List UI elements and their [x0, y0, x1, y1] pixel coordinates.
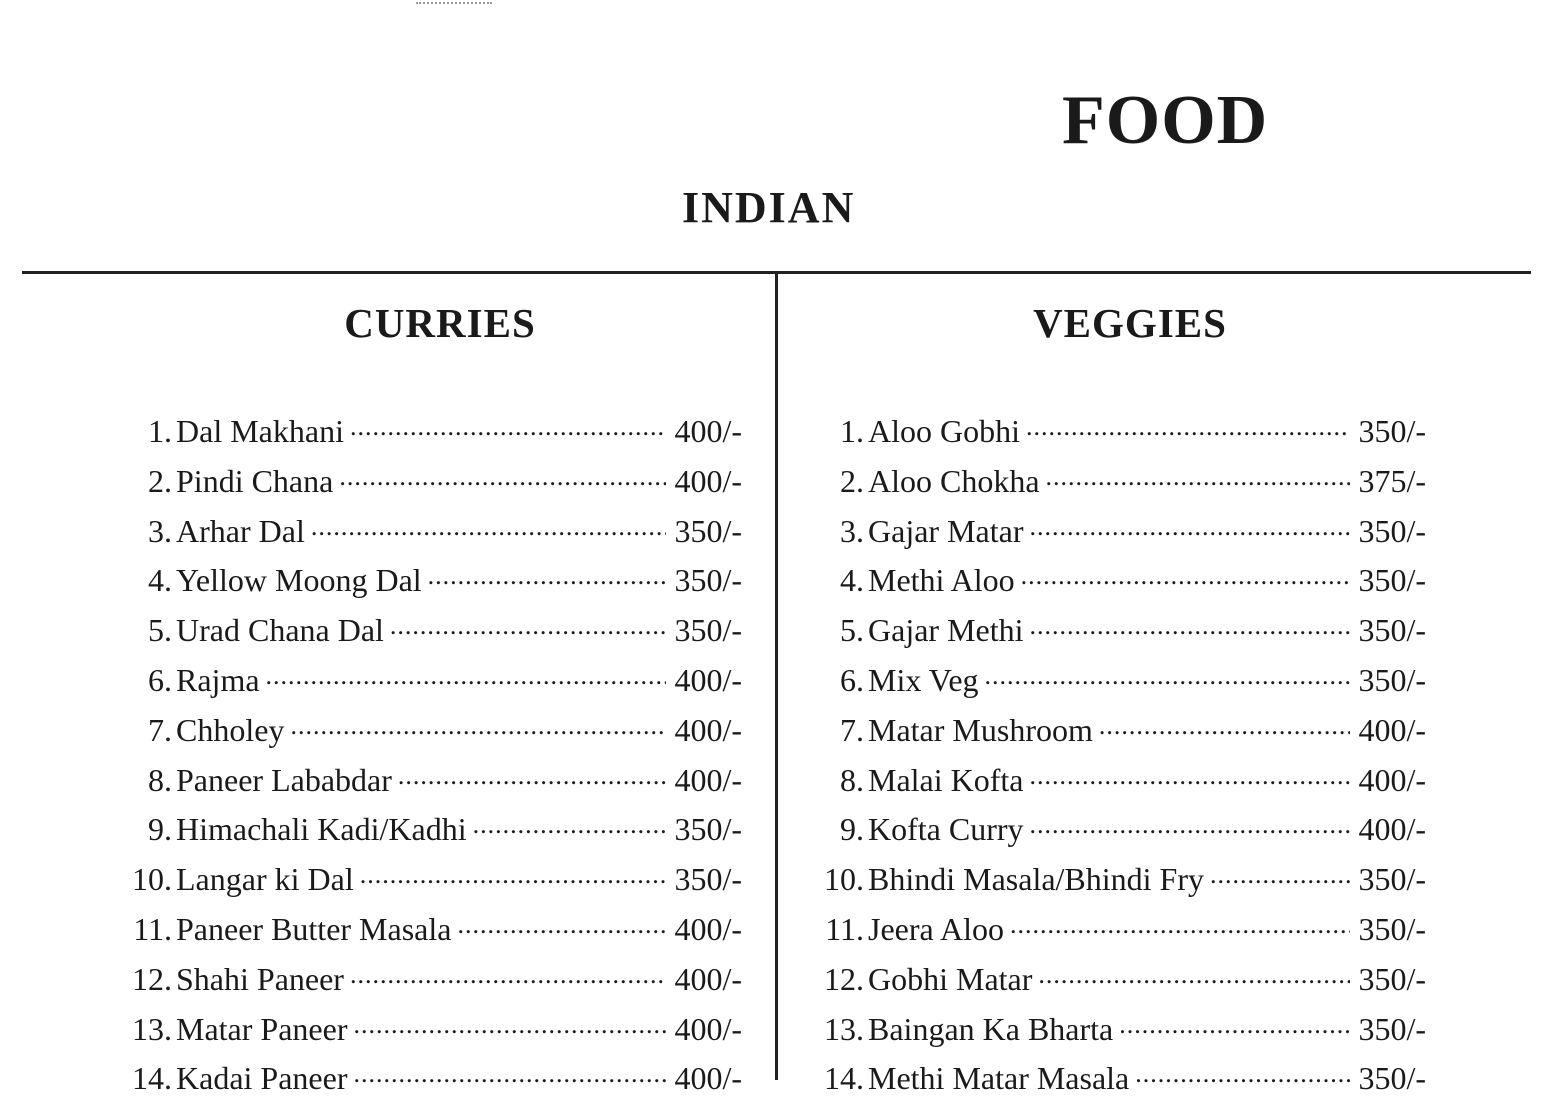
- item-name: Baingan Ka Bharta: [868, 1010, 1114, 1047]
- dot-leader: [1026, 410, 1350, 442]
- top-edge-mark: [416, 0, 492, 4]
- item-number: 6.: [840, 661, 864, 698]
- dot-leader: [1046, 460, 1351, 492]
- menu-item: [120, 1008, 742, 1058]
- menu-item: [812, 1008, 1426, 1058]
- item-number: 14.: [132, 1060, 172, 1097]
- item-name: Aloo Gobhi: [868, 413, 1020, 449]
- dot-leader: [1099, 709, 1351, 741]
- item-name: Matar Mushroom: [868, 711, 1093, 748]
- item-number: 12.: [824, 960, 864, 997]
- item-price: 400/-: [1358, 811, 1426, 848]
- menu-item: [812, 808, 1426, 858]
- dot-leader: [1210, 858, 1350, 890]
- curries-heading: CURRIES: [344, 300, 536, 346]
- item-number: 11.: [825, 910, 864, 947]
- dot-leader: [1030, 808, 1351, 840]
- item-number: 12.: [132, 960, 172, 997]
- item-price: 400/-: [674, 910, 742, 947]
- item-price: 350/-: [1358, 861, 1426, 898]
- item-number: 7.: [840, 711, 864, 748]
- dot-leader: [350, 410, 667, 442]
- item-price: 350/-: [674, 512, 742, 549]
- dot-leader: [1038, 958, 1350, 990]
- item-name: Matar Paneer: [176, 1010, 348, 1047]
- section-title: INDIAN: [682, 183, 856, 232]
- vertical-divider: [775, 272, 778, 1080]
- item-price: 350/-: [674, 562, 742, 599]
- menu-item: [812, 659, 1426, 709]
- dot-leader: [398, 759, 667, 791]
- item-number: 8.: [148, 761, 172, 798]
- item-name: Aloo Chokha: [868, 462, 1040, 499]
- dot-leader: [473, 808, 667, 840]
- item-name: Jeera Aloo: [868, 910, 1004, 947]
- curries-list: [120, 410, 742, 1107]
- veggies-list: [812, 410, 1426, 1107]
- dot-leader: [353, 1057, 666, 1089]
- menu-item: [812, 460, 1426, 510]
- item-number: 3.: [148, 512, 172, 549]
- item-name: Mix Veg: [868, 661, 979, 698]
- veggies-heading: VEGGIES: [1033, 300, 1227, 346]
- menu-item: [120, 460, 742, 510]
- item-name: Kadai Paneer: [176, 1060, 348, 1097]
- item-number: 13.: [132, 1010, 172, 1047]
- item-number: 1.: [840, 413, 864, 449]
- item-name: Methi Aloo: [868, 562, 1015, 599]
- menu-item: [120, 1057, 742, 1107]
- item-number: 1.: [148, 413, 172, 449]
- menu-item: [812, 908, 1426, 958]
- dot-leader: [985, 659, 1351, 691]
- item-name: Gobhi Matar: [868, 960, 1033, 997]
- item-price: 400/-: [674, 413, 742, 449]
- dot-leader: [266, 659, 667, 691]
- item-price: 350/-: [674, 612, 742, 649]
- item-name: Bhindi Masala/Bhindi Fry: [868, 861, 1204, 898]
- item-name: Methi Matar Masala: [868, 1060, 1130, 1097]
- item-price: 400/-: [674, 960, 742, 997]
- dot-leader: [311, 510, 667, 542]
- item-name: Dal Makhani: [176, 413, 344, 449]
- dot-leader: [353, 1008, 666, 1040]
- page-title: FOOD: [1062, 82, 1269, 159]
- dot-leader: [428, 559, 667, 591]
- item-number: 5.: [840, 612, 864, 649]
- dot-leader: [360, 858, 667, 890]
- menu-item: [120, 958, 742, 1008]
- menu-item: [812, 709, 1426, 759]
- menu-item: [120, 609, 742, 659]
- menu-item: [812, 958, 1426, 1008]
- item-number: 10.: [132, 861, 172, 898]
- dot-leader: [457, 908, 666, 940]
- item-name: Pindi Chana: [176, 462, 334, 499]
- item-price: 350/-: [1358, 562, 1426, 599]
- item-price: 350/-: [674, 861, 742, 898]
- item-number: 2.: [840, 462, 864, 499]
- item-price: 375/-: [1358, 462, 1426, 499]
- menu-item: [120, 659, 742, 709]
- item-number: 7.: [148, 711, 172, 748]
- dot-leader: [1030, 609, 1351, 641]
- item-name: Gajar Methi: [868, 612, 1024, 649]
- item-number: 4.: [148, 562, 172, 599]
- menu-item: [812, 609, 1426, 659]
- item-number: 14.: [824, 1060, 864, 1097]
- item-name: Chholey: [176, 711, 285, 748]
- item-price: 400/-: [674, 711, 742, 748]
- item-name: Malai Kofta: [868, 761, 1024, 798]
- item-number: 13.: [824, 1010, 864, 1047]
- menu-item: [812, 559, 1426, 609]
- item-number: 11.: [133, 910, 172, 947]
- menu-item: [812, 759, 1426, 809]
- item-number: 8.: [840, 761, 864, 798]
- dot-leader: [1010, 908, 1351, 940]
- dot-leader: [290, 709, 666, 741]
- dot-leader: [390, 609, 667, 641]
- menu-item: [120, 510, 742, 560]
- item-name: Urad Chana Dal: [176, 612, 384, 649]
- menu-item: [812, 1057, 1426, 1107]
- item-price: 350/-: [1358, 413, 1426, 449]
- item-number: 9.: [148, 811, 172, 848]
- menu-item: [120, 858, 742, 908]
- item-price: 350/-: [1358, 1010, 1426, 1047]
- item-price: 350/-: [1358, 960, 1426, 997]
- item-price: 400/-: [674, 661, 742, 698]
- item-number: 10.: [824, 861, 864, 898]
- item-price: 350/-: [1358, 512, 1426, 549]
- item-price: 350/-: [674, 811, 742, 848]
- dot-leader: [1119, 1008, 1350, 1040]
- item-name: Gajar Matar: [868, 512, 1024, 549]
- item-price: 350/-: [1358, 910, 1426, 947]
- dot-leader: [1030, 759, 1351, 791]
- item-number: 6.: [148, 661, 172, 698]
- menu-item: [120, 759, 742, 809]
- dot-leader: [1029, 510, 1350, 542]
- item-number: 9.: [840, 811, 864, 848]
- item-price: 400/-: [1358, 711, 1426, 748]
- dot-leader: [339, 460, 666, 492]
- menu-item: [120, 808, 742, 858]
- menu-item: [812, 510, 1426, 560]
- item-price: 400/-: [1358, 761, 1426, 798]
- dot-leader: [350, 958, 667, 990]
- item-name: Rajma: [176, 661, 260, 698]
- item-price: 350/-: [1358, 612, 1426, 649]
- item-name: Paneer Lababdar: [176, 761, 392, 798]
- item-price: 400/-: [674, 462, 742, 499]
- item-price: 400/-: [674, 1010, 742, 1047]
- item-name: Arhar Dal: [176, 512, 305, 549]
- item-name: Shahi Paneer: [176, 960, 344, 997]
- menu-item: [812, 410, 1426, 460]
- item-number: 5.: [148, 612, 172, 649]
- item-name: Kofta Curry: [868, 811, 1024, 848]
- item-number: 2.: [148, 462, 172, 499]
- menu-item: [812, 858, 1426, 908]
- item-price: 400/-: [674, 761, 742, 798]
- dot-leader: [1135, 1057, 1350, 1089]
- menu-item: [120, 559, 742, 609]
- menu-item: [120, 908, 742, 958]
- item-price: 350/-: [1358, 661, 1426, 698]
- item-name: Yellow Moong Dal: [176, 562, 422, 599]
- item-name: Paneer Butter Masala: [176, 910, 452, 947]
- item-number: 4.: [840, 562, 864, 599]
- item-price: 400/-: [674, 1060, 742, 1097]
- item-number: 3.: [840, 512, 864, 549]
- menu-item: [120, 410, 742, 460]
- item-name: Himachali Kadi/Kadhi: [176, 811, 467, 848]
- item-name: Langar ki Dal: [176, 861, 354, 898]
- item-price: 350/-: [1358, 1060, 1426, 1097]
- dot-leader: [1021, 559, 1351, 591]
- menu-item: [120, 709, 742, 759]
